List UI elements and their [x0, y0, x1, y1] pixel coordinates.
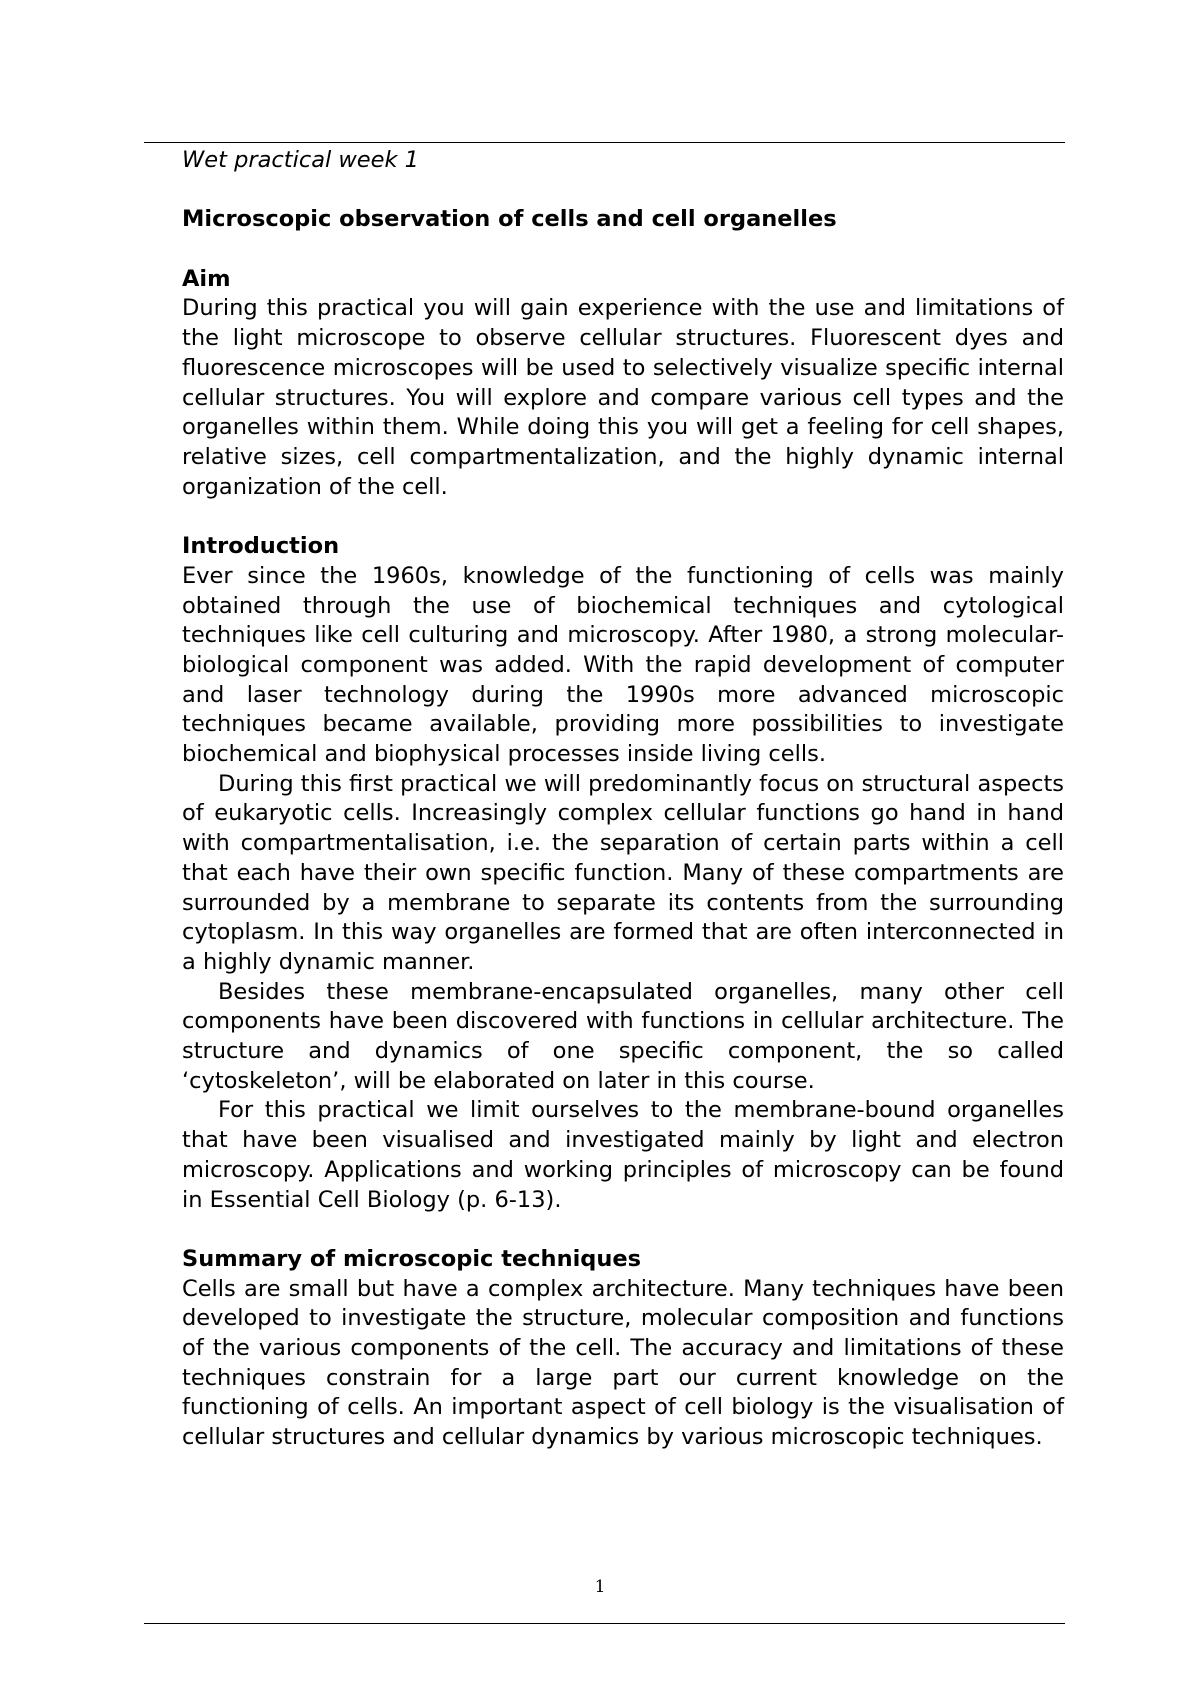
aim-heading: Aim	[182, 265, 231, 292]
introduction-paragraph: Besides these membrane-encapsulated organelles, many other cell components have been discovered with functions in cellular architecture. The structure and dynamics of one specific component, the so called ‘cytoskeleton’, will be elaborated on later in this course.	[182, 978, 1064, 1094]
page-number: 1	[594, 1577, 606, 1597]
summary-heading: Summary of microscopic techniques	[182, 1245, 642, 1272]
header-rule	[144, 142, 1065, 143]
running-header: Wet practical week 1	[182, 147, 419, 173]
introduction-heading: Introduction	[182, 533, 340, 560]
page-content	[182, 146, 1064, 1453]
footer-rule	[144, 1623, 1065, 1624]
introduction-paragraph: During this first practical we will predominantly focus on structural aspects of eukaryotic cells. Increasingly complex cellular functions go hand in hand with compartmentalisation, i.e. the separation of certain parts within a cell that each have their own specific function. Many of these compartments are surrounded by a membrane to separate its contents from the surrounding cytoplasm. In this way organelles are formed that are often interconnected in a highly dynamic manner.	[182, 770, 1064, 975]
aim-paragraph: During this practical you will gain experience with the use and limitations of the light microscope to observe cellular structures. Fluorescent dyes and fluorescence microscopes will be used to selectively visualize specific internal cellular structures. You will explore and compare various cell types and the organelles within them. While doing this you will get a feeling for cell shapes, relative sizes, cell compartmentalization, and the highly dynamic internal organization of the cell.	[182, 295, 1064, 500]
summary-paragraph: Cells are small but have a complex architecture. Many techniques have been developed to investigate the structure, molecular composition and functions of the various components of the cell. The accuracy and limitations of these techniques constrain for a large part our current knowledge on the functioning of cells. An important aspect of cell biology is the visualisation of cellular structures and cellular dynamics by various microscopic techniques.	[182, 1275, 1064, 1451]
document-title: Microscopic observation of cells and cell organelles	[182, 206, 837, 233]
introduction-paragraph: For this practical we limit ourselves to the membrane-bound organelles that have been visualised and investigated mainly by light and electron microscopy. Applications and working principles of microscopy can be found in Essential Cell Biology (p. 6-13).	[182, 1097, 1064, 1213]
introduction-paragraph: Ever since the 1960s, knowledge of the functioning of cells was mainly obtained through the use of biochemical techniques and cytological techniques like cell culturing and microscopy. After 1980, a strong molecular-biological component was added. With the rapid development of computer and laser technology during the 1990s more advanced microscopic techniques became available, providing more possibilities to investigate biochemical and biophysical processes inside living cells.	[182, 562, 1064, 768]
